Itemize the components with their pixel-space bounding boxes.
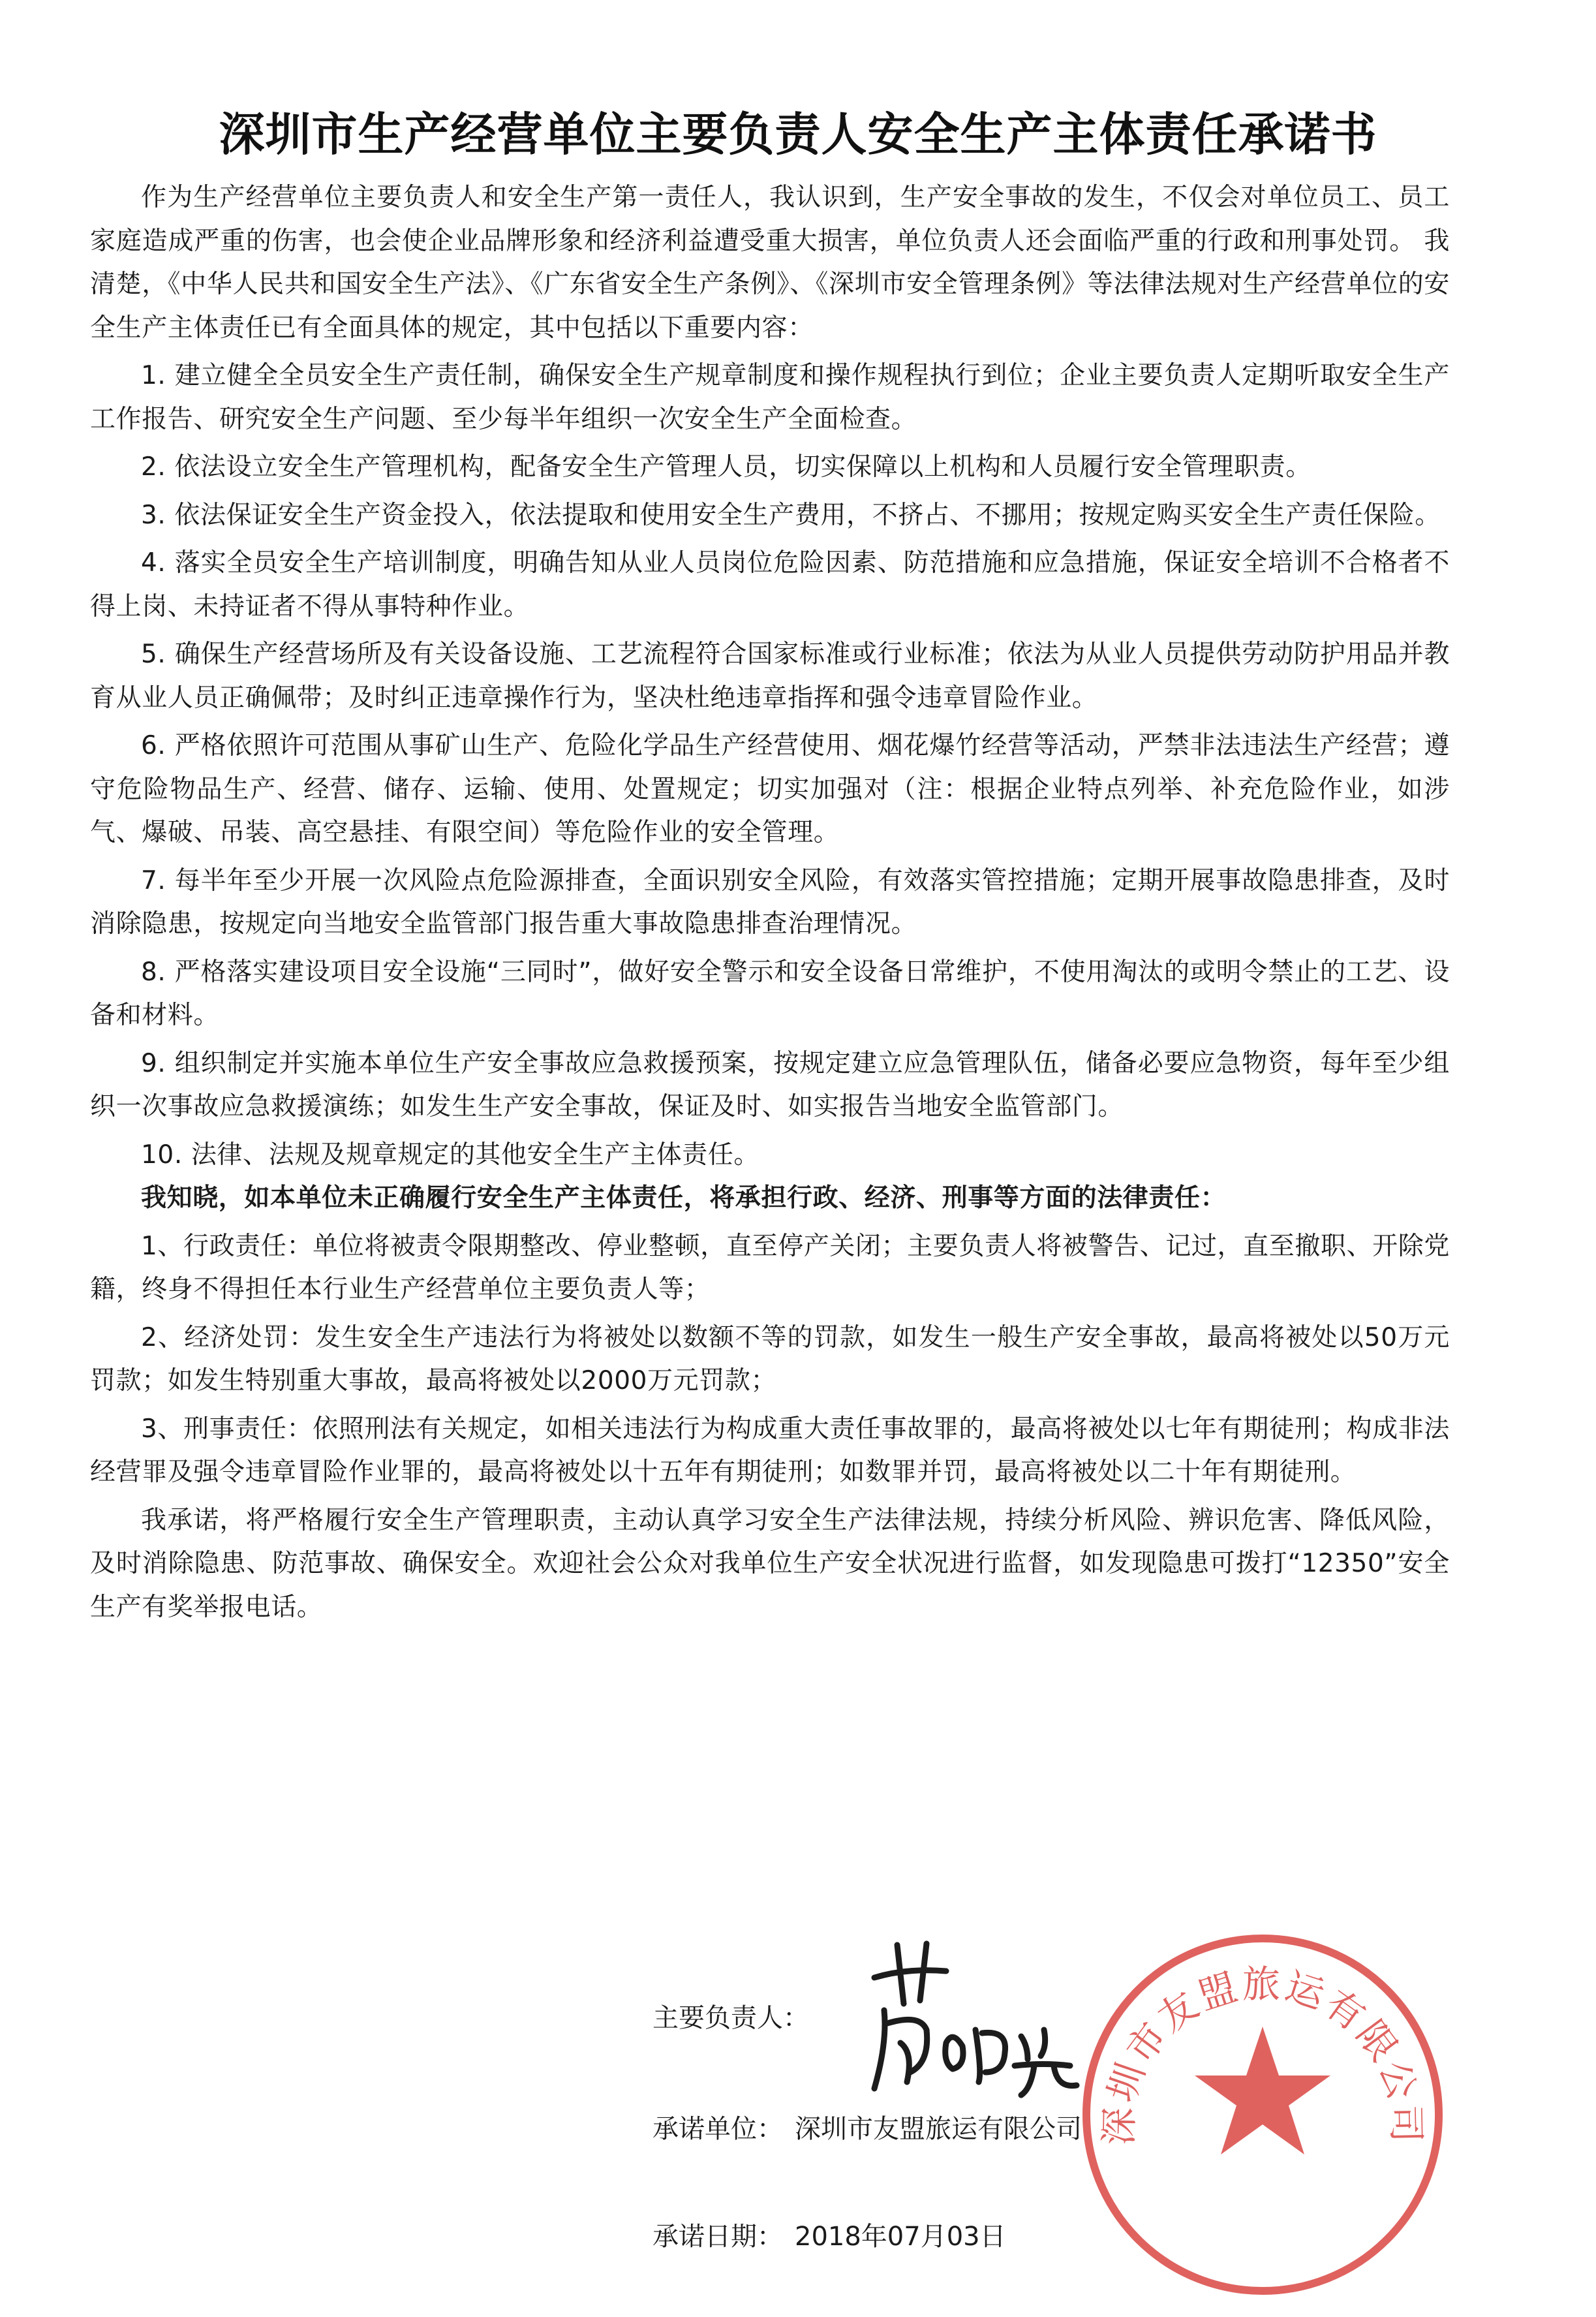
commitment-date-value: 2018年07月03日 <box>795 2222 1006 2252</box>
responsible-person-label: 主要负责人： <box>652 2003 809 2033</box>
responsibility-item-2: 2. 依法设立安全生产管理机构，配备安全生产管理人员，切实保障以上机构和人员履行安全管理职责。 <box>141 452 1312 482</box>
liability-criminal: 3、刑事责任：依照刑法有关规定，如相关违法行为构成重大责任事故罪的，最高将被处以七年有期徒刑；构成非法经营罪及强令违章冒险作业罪的，最高将被处以十五年有期徒刑；如数罪并罚，最高将被处以二十年有期徒刑。 <box>90 1414 1450 1487</box>
liability-administrative: 1、行政责任：单位将被责令限期整改、停业整顿，直至停产关闭；主要负责人将被警告、记过，直至撤职、开除党籍，终身不得担任本行业生产经营单位主要负责人等； <box>90 1231 1450 1304</box>
committing-unit-label: 承诺单位： <box>652 2114 783 2144</box>
seal-text: 深圳市友盟旅运有限公司 <box>1096 1962 1429 2146</box>
liability-economic: 2、经济处罚：发生安全生产违法行为将被处以数额不等的罚款，如发生一般生产安全事故，最高将被处以50万元罚款；如发生特别重大事故，最高将被处以2000万元罚款； <box>90 1322 1450 1395</box>
commitment-date-label: 承诺日期： <box>652 2222 783 2252</box>
responsible-person-row <box>652 1997 809 2034</box>
handwritten-signature <box>848 1932 1096 2102</box>
responsibility-item-3: 3. 依法保证安全生产资金投入，依法提取和使用安全生产费用，不挤占、不挪用；按规定购买安全生产责任保险。 <box>141 500 1441 530</box>
responsibility-item-8: 8. 严格落实建设项目安全设施“三同时”，做好安全警示和安全设备日常维护，不使用淘汰的或明令禁止的工艺、设备和材料。 <box>90 957 1450 1030</box>
responsibility-item-10: 10. 法律、法规及规章规定的其他安全生产主体责任。 <box>141 1140 760 1170</box>
committing-unit-row <box>652 2108 1082 2145</box>
responsibility-item-9: 9. 组织制定并实施本单位生产安全事故应急救援预案，按规定建立应急管理队伍，储备必要应急物资，每年至少组织一次事故应急救援演练；如发生生产安全事故，保证及时、如实报告当地安全监管部门。 <box>90 1048 1450 1121</box>
commitment-paragraph: 我承诺，将严格履行安全生产管理职责，主动认真学习安全生产法律法规，持续分析风险、辨识危害、降低风险，及时消除隐患、防范事故、确保安全。欢迎社会公众对我单位生产安全状况进行监督，如发现隐患可拨打“12350”安全生产有奖举报电话。 <box>90 1505 1450 1622</box>
commitment-date-row <box>652 2216 1006 2253</box>
responsibility-item-1: 1. 建立健全全员安全生产责任制，确保安全生产规章制度和操作规程执行到位；企业主要负责人定期听取安全生产工作报告、研究安全生产问题、至少每半年组织一次安全生产全面检查。 <box>90 361 1450 434</box>
intro-paragraph: 作为生产经营单位主要负责人和安全生产第一责任人，我认识到，生产安全事故的发生，不仅会对单位员工、员工家庭造成严重的伤害，也会使企业品牌形象和经济利益遭受重大损害，单位负责人还会面临严重的行政和刑事处罚。 我清楚，《中华人民共和国安全生产法》、《广东省安全生产条例》、《深圳市安全管理条例》等法律法规对生产经营单位的安全生产主体责任已有全面具体的规定，其中包括以下重要内容： <box>90 183 1450 343</box>
company-seal-stamp <box>1060 1912 1465 2317</box>
committing-unit-value: 深圳市友盟旅运有限公司 <box>795 2114 1082 2144</box>
liability-heading: 我知晓，如本单位未正确履行安全生产主体责任，将承担行政、经济、刑事等方面的法律责任： <box>141 1183 1227 1213</box>
responsibility-item-6: 6. 严格依照许可范围从事矿山生产、危险化学品生产经营使用、烟花爆竹经营等活动，严禁非法违法生产经营；遵守危险物品生产、经营、储存、运输、使用、处置规定；切实加强对（注：根据企业特点列举、补充危险作业，如涉气、爆破、吊装、高空悬挂、有限空间）等危险作业的安全管理。 <box>90 731 1450 847</box>
document-title: 深圳市生产经营单位主要负责人安全生产主体责任承诺书 <box>219 108 1377 161</box>
document-body <box>90 176 1450 1629</box>
responsibility-item-7: 7. 每半年至少开展一次风险点危险源排查，全面识别安全风险，有效落实管控措施；定期开展事故隐患排查，及时消除隐患，按规定向当地安全监管部门报告重大事故隐患排查治理情况。 <box>90 865 1450 939</box>
responsibility-item-4: 4. 落实全员安全生产培训制度，明确告知从业人员岗位危险因素、防范措施和应急措施，保证安全培训不合格者不得上岗、未持证者不得从事特种作业。 <box>90 548 1450 621</box>
responsibility-item-5: 5. 确保生产经营场所及有关设备设施、工艺流程符合国家标准或行业标准；依法为从业人员提供劳动防护用品并教育从业人员正确佩带；及时纠正违章操作行为，坚决杜绝违章指挥和强令违章冒险作业。 <box>90 640 1450 713</box>
seal-star-icon <box>1195 2027 1330 2154</box>
